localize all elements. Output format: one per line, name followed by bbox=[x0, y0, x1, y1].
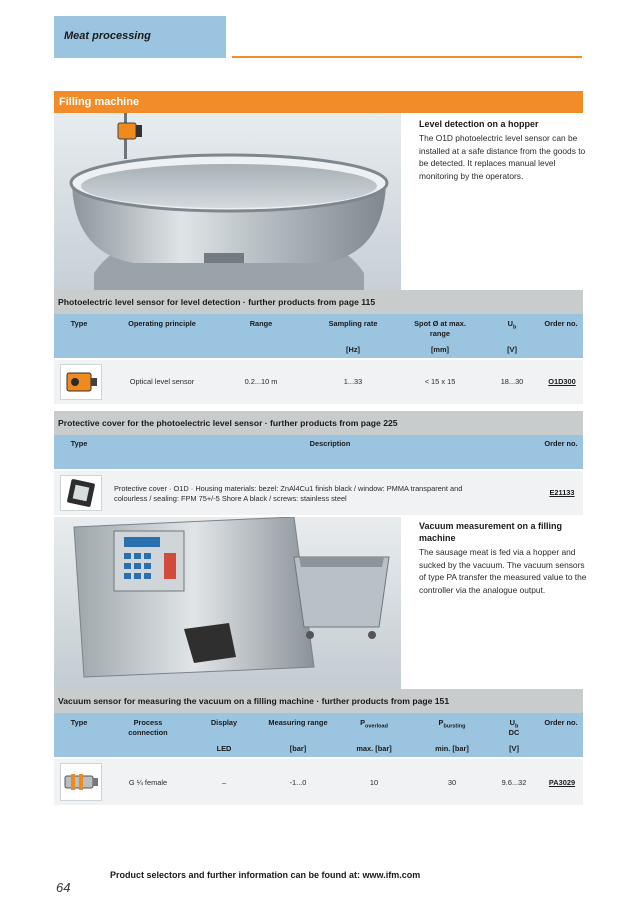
col-range: Range bbox=[249, 319, 273, 328]
col-ub: $U_b$ bbox=[509, 718, 519, 730]
cover-group-title: Protective cover for the photoelectric level sensor · further products from page 225 bbox=[58, 418, 398, 428]
level-sensor-group-title: Photoelectric level sensor for level detection · further products from page 115 bbox=[58, 297, 376, 307]
cell-ub: 9.6...32 bbox=[501, 778, 527, 787]
page-number: 64 bbox=[56, 880, 71, 895]
level-detection-heading: Level detection on a hopper bbox=[419, 119, 539, 129]
col-order-no: Order no. bbox=[544, 319, 578, 328]
col-sampling-unit: [Hz] bbox=[346, 345, 360, 354]
col-p-bursting-unit: min. [bar] bbox=[435, 744, 469, 753]
cell-spot: < 15 x 15 bbox=[424, 377, 456, 386]
col-type: Type bbox=[70, 718, 88, 727]
col-p-overload-unit: max. [bar] bbox=[356, 744, 392, 753]
cell-p-overload: 10 bbox=[369, 778, 379, 787]
footer-text: Product selectors and further information can be found at: www.ifm.com bbox=[110, 870, 421, 880]
filling-machine-photo bbox=[54, 517, 401, 689]
col-operating-principle: Operating principle bbox=[128, 319, 196, 328]
col-measuring-range-unit: [bar] bbox=[289, 744, 307, 753]
vacuum-text: The sausage meat is fed via a hopper and sucked by the vacuum. The vacuum sensors of type PA transfer the measured value to the controller via the analogue output. bbox=[419, 547, 587, 595]
col-display: Display bbox=[210, 718, 238, 727]
col-type: Type bbox=[70, 439, 88, 448]
col-sampling-rate: Sampling rate bbox=[328, 319, 378, 328]
col-type: Type bbox=[70, 319, 88, 328]
vacuum-heading: Vacuum measurement on a filling machine bbox=[419, 521, 563, 543]
col-spot-unit: [mm] bbox=[430, 345, 450, 354]
level-detection-text: The O1D photoelectric level sensor can be installed at a safe distance from the goods to be detected. It replaces manual level monitoring by the operators. bbox=[419, 133, 586, 181]
cell-description: Protective cover · O1D · Housing materials: bezel: ZnAl4Cu1 finish black / window: PMMA transparent and colourless / sealing: FPM 75+/-5 Shore A black / screws: stainless steel bbox=[114, 484, 463, 503]
col-measuring-range: Measuring range bbox=[268, 718, 328, 727]
col-display-unit: LED bbox=[216, 744, 232, 753]
cell-display: – bbox=[221, 778, 227, 787]
col-p-overload: $P_{overload}$ bbox=[360, 718, 388, 730]
o1d-sensor-thumbnail bbox=[60, 364, 102, 400]
col-order-no: Order no. bbox=[544, 439, 578, 448]
order-link-o1d300[interactable]: O1D300 bbox=[548, 377, 576, 386]
order-link-pa3029[interactable]: PA3029 bbox=[548, 778, 576, 787]
chapter-title: Meat processing bbox=[64, 30, 151, 42]
cell-range: 0.2...10 m bbox=[244, 377, 278, 386]
cell-range: -1...0 bbox=[289, 778, 307, 787]
col-ub: $U_b$ bbox=[507, 319, 517, 331]
protective-cover-thumbnail bbox=[60, 475, 102, 511]
col-p-bursting: $P_{bursting}$ bbox=[438, 718, 466, 730]
pa3029-sensor-thumbnail bbox=[60, 763, 102, 801]
col-spot: Spot Ø at max. range bbox=[414, 319, 466, 338]
hopper-photo bbox=[54, 113, 401, 290]
header-rule bbox=[232, 56, 582, 58]
col-ub-unit: [V] bbox=[509, 744, 519, 753]
col-description: Description bbox=[309, 439, 351, 448]
col-ub-unit: [V] bbox=[507, 345, 517, 354]
col-ub-dc: DC bbox=[508, 728, 520, 737]
cell-connection: G ¼ female bbox=[128, 778, 168, 787]
order-link-e21133[interactable]: E21133 bbox=[549, 488, 575, 497]
col-order-no: Order no. bbox=[544, 718, 578, 727]
cell-principle: Optical level sensor bbox=[129, 377, 195, 386]
section-title: Filling machine bbox=[59, 96, 140, 108]
vacuum-group-title: Vacuum sensor for measuring the vacuum on a filling machine · further products from page 151 bbox=[58, 696, 450, 706]
cell-ub: 18...30 bbox=[500, 377, 524, 386]
col-process-connection: Process connection bbox=[128, 718, 168, 737]
cell-sampling: 1...33 bbox=[343, 377, 363, 386]
cell-p-bursting: 30 bbox=[447, 778, 457, 787]
